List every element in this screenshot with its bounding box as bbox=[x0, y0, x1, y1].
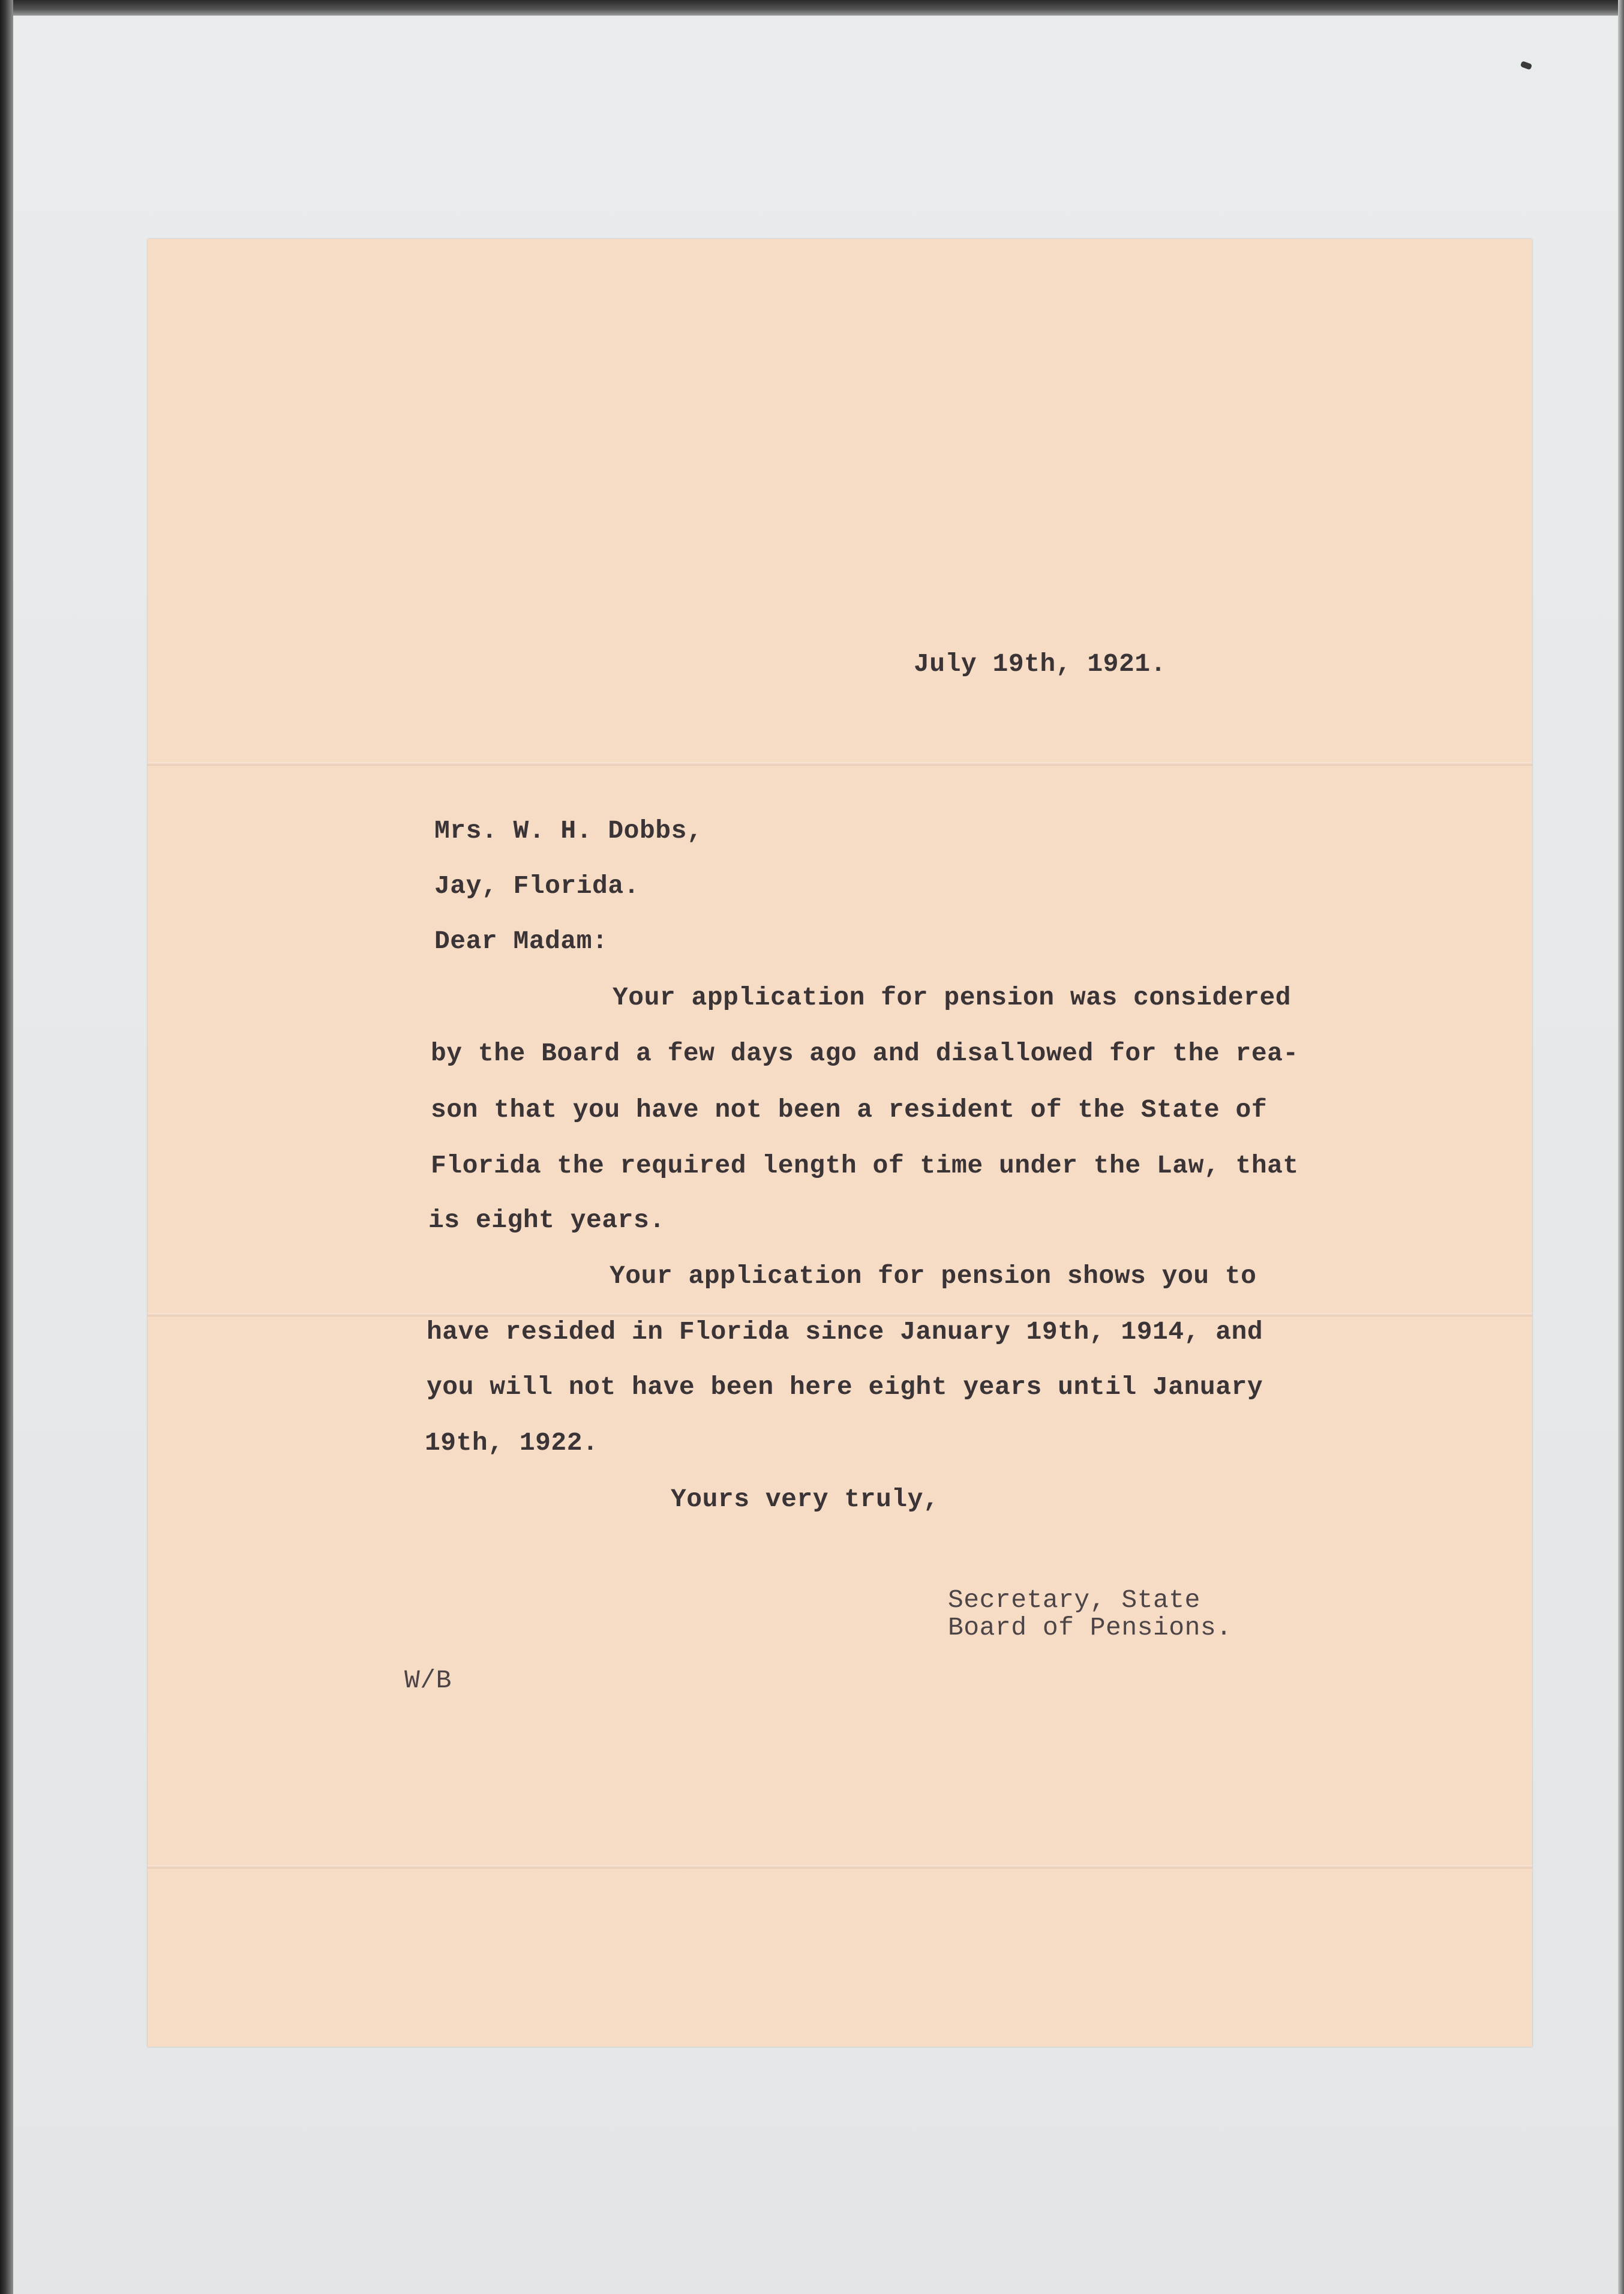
recipient-address: Jay, Florida. bbox=[434, 871, 640, 901]
signature-line: Board of Pensions. bbox=[948, 1613, 1232, 1642]
fold-line-upper bbox=[148, 762, 1532, 766]
paragraph1-line: is eight years. bbox=[428, 1206, 665, 1235]
paragraph1-line: Florida the required length of time under the Law, that bbox=[431, 1151, 1299, 1180]
paragraph1-line: Your application for pension was considered bbox=[613, 983, 1292, 1012]
paragraph1-line: by the Board a few days ago and disallowed for the rea- bbox=[431, 1039, 1299, 1068]
scanner-frame-right bbox=[1618, 0, 1624, 2294]
paragraph2-line: have resided in Florida since January 19th, 1914, and bbox=[427, 1317, 1263, 1347]
scanner-frame-top bbox=[0, 0, 1624, 16]
letter-sheet bbox=[148, 239, 1532, 2047]
paragraph2-line: Your application for pension shows you to bbox=[610, 1261, 1257, 1291]
fold-line-middle bbox=[148, 1313, 1532, 1317]
letter-date: July 19th, 1921. bbox=[914, 649, 1166, 679]
scanner-frame-left bbox=[0, 0, 13, 2294]
signature-line: Secretary, State bbox=[948, 1585, 1200, 1615]
salutation: Dear Madam: bbox=[434, 926, 608, 956]
typist-initials: W/B bbox=[404, 1666, 452, 1695]
paragraph2-line: 19th, 1922. bbox=[425, 1428, 599, 1458]
recipient-name: Mrs. W. H. Dobbs, bbox=[434, 816, 703, 845]
closing: Yours very truly, bbox=[671, 1485, 939, 1514]
paragraph1-line: son that you have not been a resident of the State of bbox=[431, 1095, 1268, 1124]
paragraph2-line: you will not have been here eight years until January bbox=[427, 1372, 1263, 1402]
fold-line-lower bbox=[148, 1865, 1532, 1869]
